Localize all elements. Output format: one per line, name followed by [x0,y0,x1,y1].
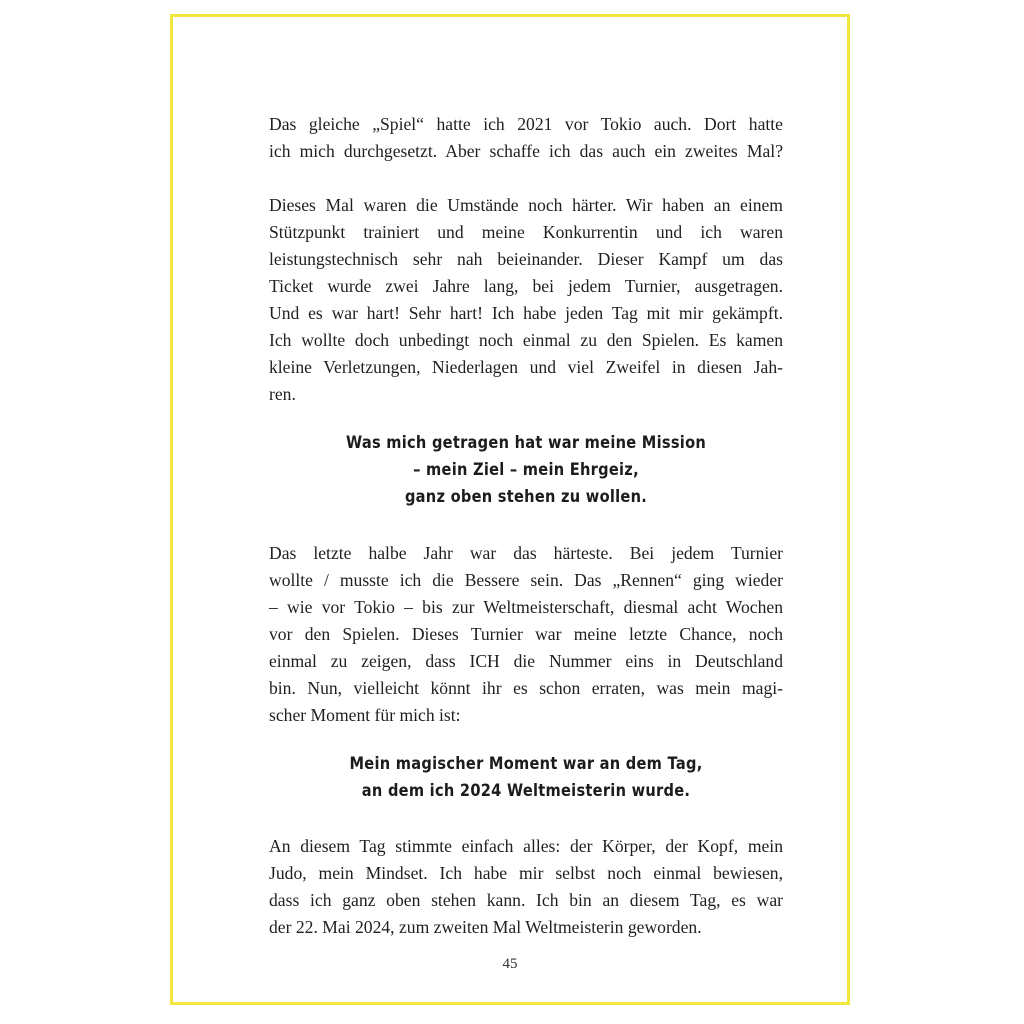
paragraph-line: dass ich ganz oben stehen kann. Ich bin an diesem Tag, es war [269,890,783,910]
paragraph-2 [269,192,783,408]
book-page [170,14,850,1005]
quote-line: ganz oben stehen zu wollen. [404,487,648,507]
paragraph-line: bin. Nun, vielleicht könnt ihr es schon erraten, was mein magi- [269,678,783,698]
paragraph-line: Ticket wurde zwei Jahre lang, bei jedem Turnier, ausgetragen. [269,276,783,296]
paragraph-line: ich mich durchgesetzt. Aber schaffe ich das auch ein zweites Mal? [269,141,783,161]
paragraph-line: Und es war hart! Sehr hart! Ich habe jeden Tag mit mir gekämpft. [269,303,783,323]
paragraph-3 [269,540,783,729]
paragraph-line: einmal zu zeigen, dass ICH die Nummer eins in Deutschland [269,651,783,671]
paragraph-line: scher Moment für mich ist: [269,705,461,725]
paragraph-line: Ich wollte doch unbedingt noch einmal zu den Spielen. Es kamen [269,330,783,350]
paragraph-line: vor den Spielen. Dieses Turnier war meine letzte Chance, noch [269,624,783,644]
quote-line: Mein magischer Moment war an dem Tag, [349,754,703,774]
paragraph-line: An diesem Tag stimmte einfach alles: der Körper, der Kopf, mein [269,836,783,856]
paragraph-line: Judo, mein Mindset. Ich habe mir selbst noch einmal bewiesen, [269,863,783,883]
paragraph-line: Stützpunkt trainiert und meine Konkurrentin und ich waren [269,222,783,242]
paragraph-line: wollte / musste ich die Bessere sein. Das „Rennen“ ging wieder [269,570,783,590]
pull-quote-2 [305,751,747,805]
paragraph-line: der 22. Mai 2024, zum zweiten Mal Weltmeisterin geworden. [269,917,702,937]
paragraph-line: ren. [269,384,296,404]
paragraph-line: kleine Verletzungen, Niederlagen und viel Zweifel in diesen Jah- [269,357,783,377]
quote-line: – mein Ziel – mein Ehrgeiz, [413,460,639,480]
paragraph-line: Das letzte halbe Jahr war das härteste. Bei jedem Turnier [269,543,783,563]
quote-line: Was mich getragen hat war meine Mission [345,433,707,453]
paragraph-line: leistungstechnisch sehr nah beieinander. Dieser Kampf um das [269,249,783,269]
pull-quote-1 [305,430,747,511]
quote-line: an dem ich 2024 Weltmeisterin wurde. [361,781,691,801]
paragraph-1 [269,111,783,165]
paragraph-line: Dieses Mal waren die Umstände noch härter. Wir haben an einem [269,195,783,215]
page-number: 45 [502,956,518,972]
paragraph-line: – wie vor Tokio – bis zur Weltmeisterschaft, diesmal acht Wochen [269,597,783,617]
paragraph-4 [269,833,783,941]
paragraph-line: Das gleiche „Spiel“ hatte ich 2021 vor Tokio auch. Dort hatte [269,114,783,134]
